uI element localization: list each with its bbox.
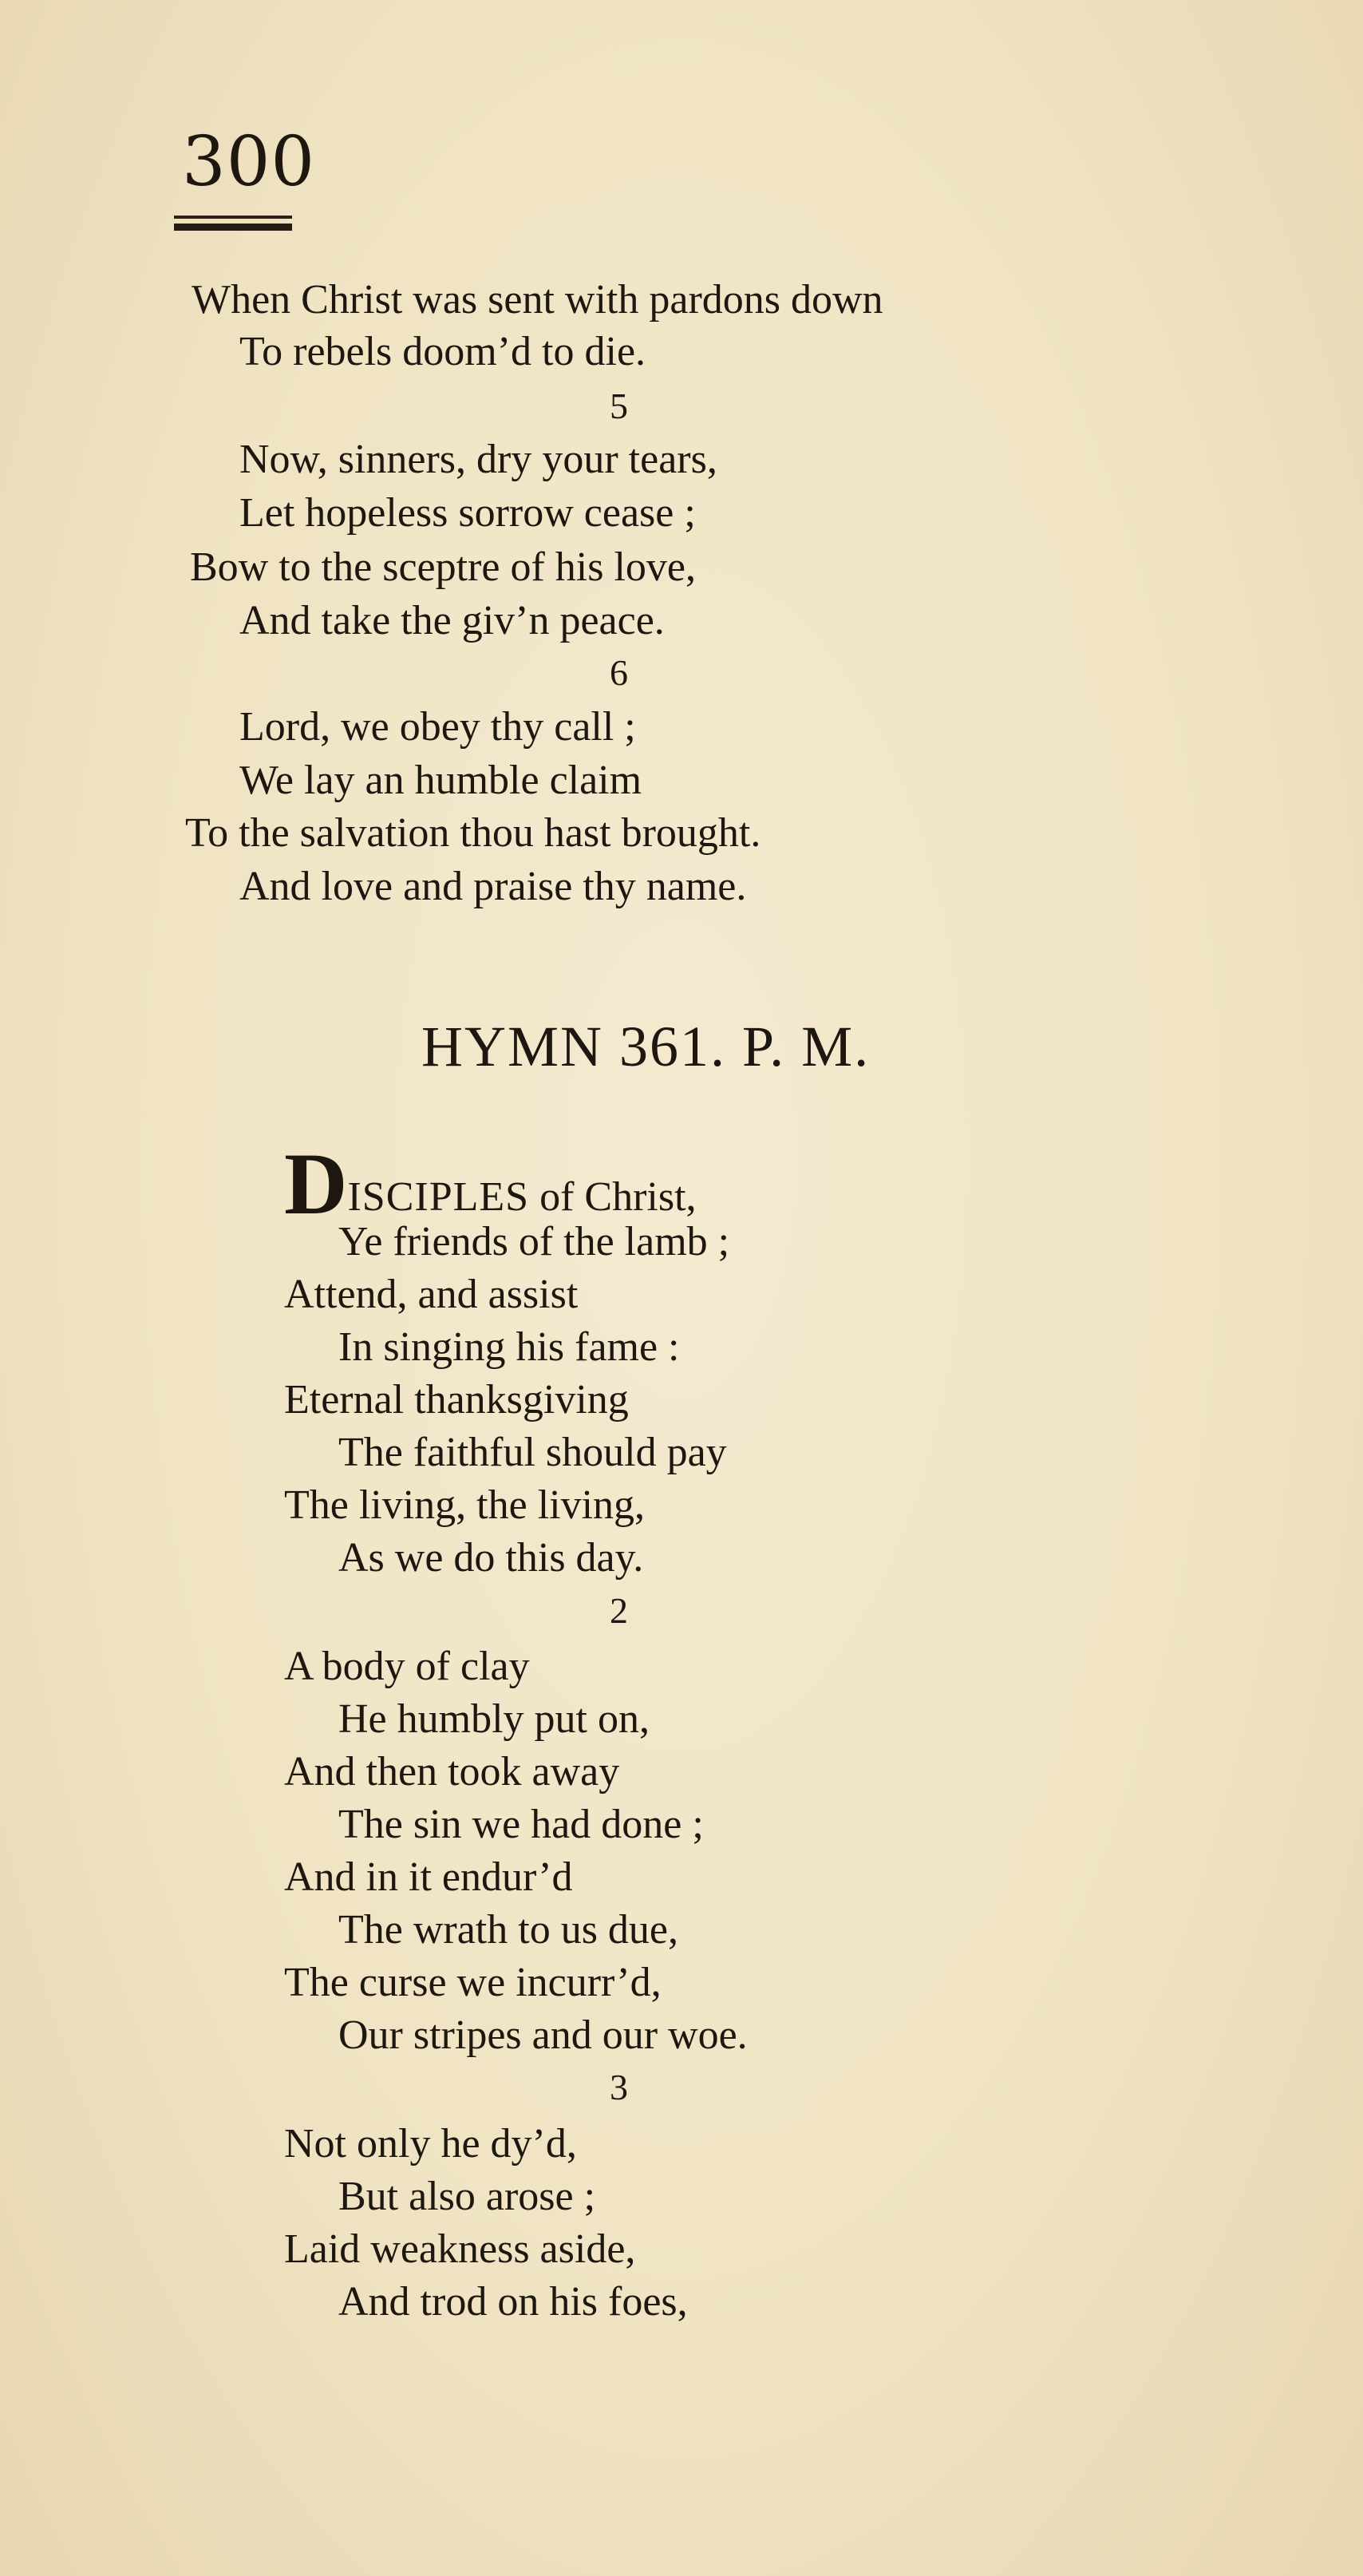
verse-line: In singing his fame : bbox=[338, 1324, 680, 1370]
verse-line: Let hopeless sorrow cease ; bbox=[239, 490, 696, 536]
verse-first-line bbox=[284, 1135, 697, 1233]
verse-line: Lord, we obey thy call ; bbox=[239, 704, 636, 750]
verse-line: The living, the living, bbox=[284, 1482, 646, 1528]
verse-line: To rebels doom’d to die. bbox=[239, 329, 646, 374]
verse-line: A body of clay bbox=[284, 1644, 530, 1689]
verse-line: And love and praise thy name. bbox=[239, 864, 747, 909]
verse-number: 3 bbox=[610, 2067, 628, 2107]
verse-line: The sin we had done ; bbox=[338, 1802, 704, 1847]
header-rule bbox=[174, 216, 292, 231]
first-word-caps: ISCIPLES bbox=[347, 1174, 530, 1220]
header-rule-thick bbox=[174, 224, 292, 231]
verse-line: Now, sinners, dry your tears, bbox=[239, 437, 717, 482]
verse-line: When Christ was sent with pardons down bbox=[192, 277, 883, 322]
verse-line: We lay an humble claim bbox=[239, 758, 642, 803]
verse-number: 2 bbox=[610, 1590, 628, 1631]
verse-number: 6 bbox=[610, 652, 628, 693]
first-line-rest: of Christ, bbox=[529, 1174, 697, 1220]
drop-cap: D bbox=[284, 1135, 348, 1233]
page-number: 300 bbox=[182, 122, 316, 202]
verse-line: And trod on his foes, bbox=[338, 2279, 688, 2325]
header-rule-thin bbox=[174, 216, 292, 219]
verse-line: The curse we incurr’d, bbox=[284, 1960, 662, 2005]
verse-line: As we do this day. bbox=[338, 1535, 644, 1581]
verse-line: Not only he dy’d, bbox=[284, 2121, 577, 2166]
verse-line: And take the giv’n peace. bbox=[239, 598, 665, 643]
verse-line: Ye friends of the lamb ; bbox=[338, 1219, 730, 1264]
verse-line: But also arose ; bbox=[338, 2174, 596, 2219]
verse-line: To the salvation thou hast brought. bbox=[185, 810, 761, 856]
verse-line: Attend, and assist bbox=[284, 1272, 579, 1317]
verse-line: Our stripes and our woe. bbox=[338, 2012, 748, 2058]
verse-line: Eternal thanksgiving bbox=[284, 1377, 629, 1423]
hymn-title: HYMN 361. P. M. bbox=[421, 1015, 871, 1078]
verse-line: Bow to the sceptre of his love, bbox=[190, 544, 696, 590]
verse-line: Laid weakness aside, bbox=[284, 2226, 636, 2272]
verse-line: He humbly put on, bbox=[338, 1696, 650, 1742]
verse-line: And then took away bbox=[284, 1749, 620, 1794]
verse-line: The wrath to us due, bbox=[338, 1907, 679, 1953]
verse-line: The faithful should pay bbox=[338, 1430, 727, 1475]
verse-line: And in it endur’d bbox=[284, 1854, 573, 1900]
verse-number: 5 bbox=[610, 386, 628, 426]
